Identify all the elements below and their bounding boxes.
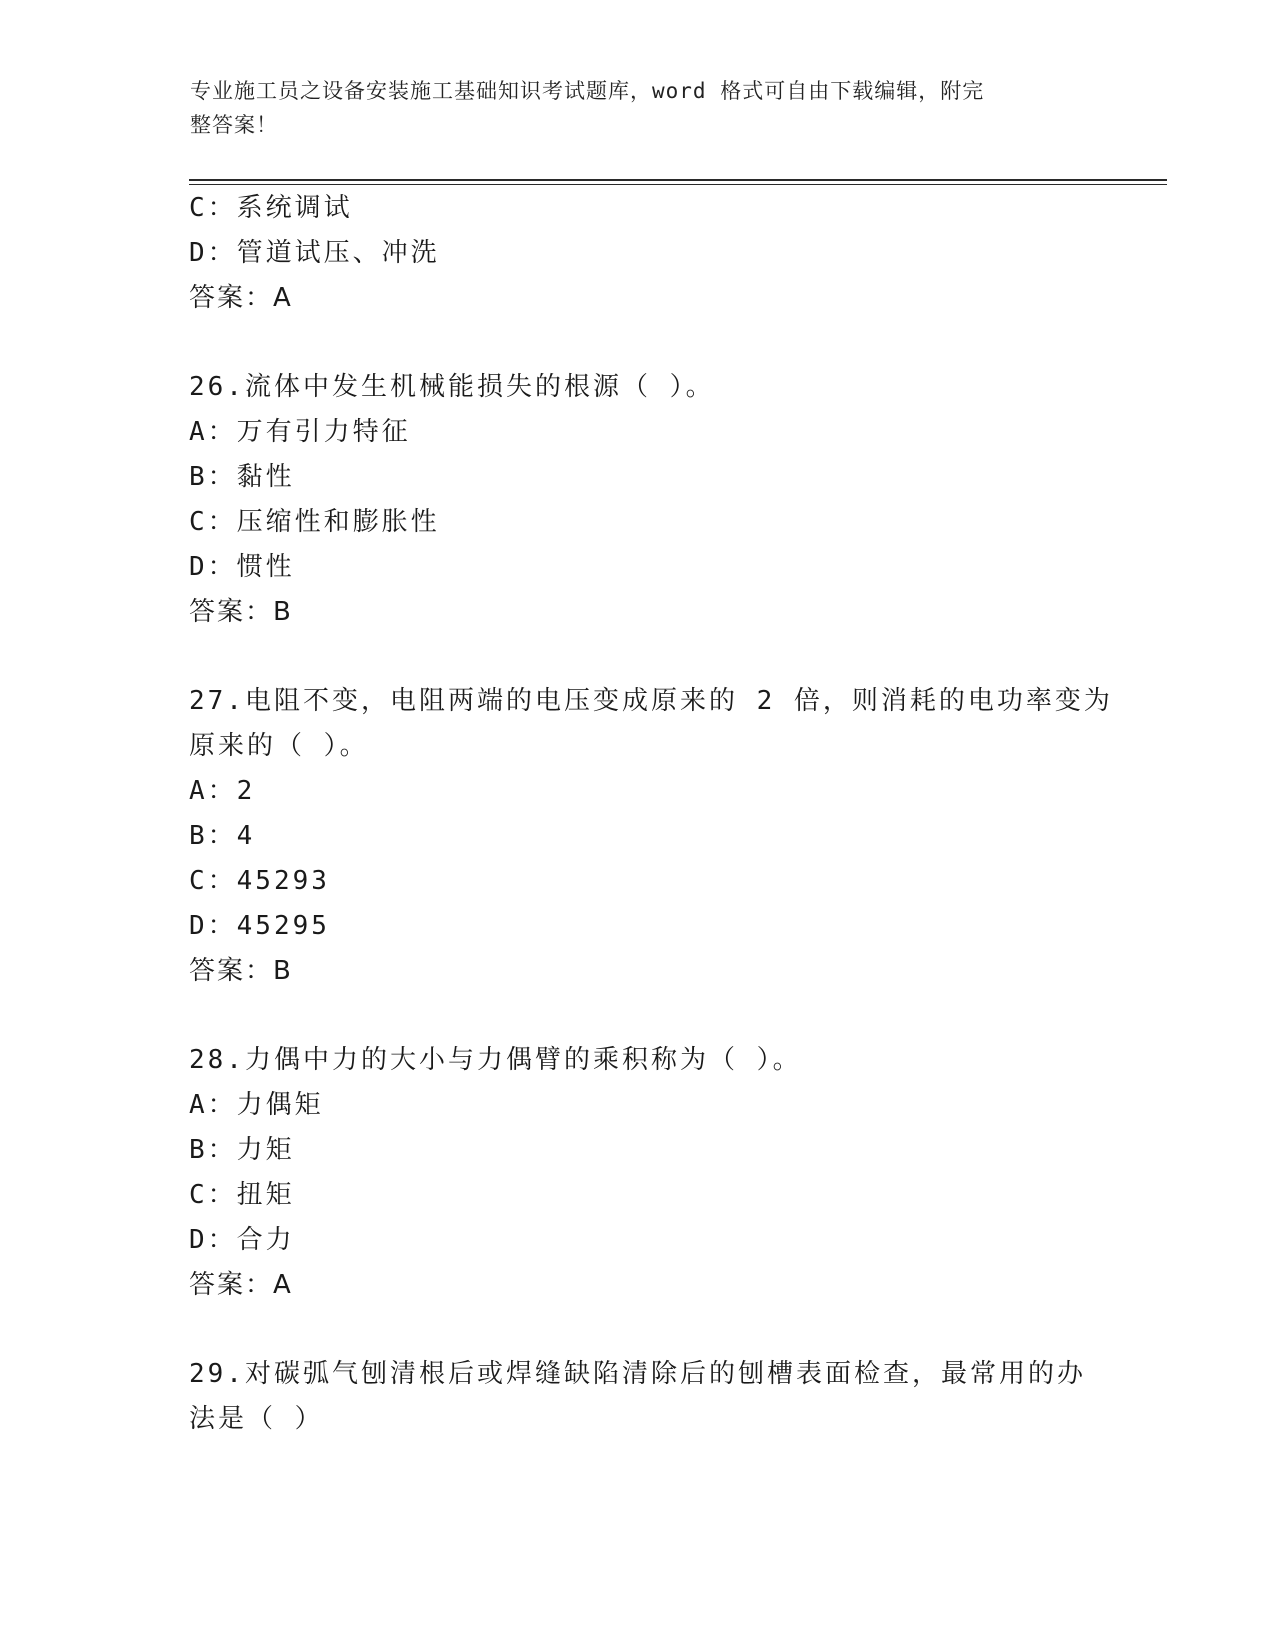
header-line-2: 整答案！ [190,113,278,137]
option-d: D：管道试压、冲洗 [189,238,440,268]
option-c: C：45293 [189,866,330,896]
option-a: A：万有引力特征 [189,417,411,447]
question-stem-continued: 原来的（ ）。 [189,731,369,761]
header-divider-thick [189,179,1167,181]
answer-line: 答案：A [189,283,293,313]
question-stem-continued: 法是（ ） [189,1404,324,1434]
question-stem: 28.力偶中力的大小与力偶臂的乘积称为（ ）。 [189,1045,802,1075]
option-d: D：45295 [189,911,330,941]
option-c: C：压缩性和膨胀性 [189,507,440,537]
option-b: B：黏性 [189,462,295,492]
header-divider-thin [189,184,1167,185]
question-stem: 27.电阻不变，电阻两端的电压变成原来的 2 倍，则消耗的电功率变为 [189,686,1113,716]
answer-line: 答案：A [189,1270,293,1300]
document-header [190,74,1070,142]
header-line-1: 专业施工员之设备安装施工基础知识考试题库，word 格式可自由下载编辑，附完 [190,79,985,103]
option-c: C：系统调试 [189,193,353,223]
question-stem: 26.流体中发生机械能损失的根源（ ）。 [189,372,715,402]
option-d: D：惯性 [189,552,295,582]
option-b: B：4 [189,821,256,851]
option-a: A：力偶矩 [189,1090,324,1120]
option-a: A：2 [189,776,256,806]
option-d: D：合力 [189,1225,295,1255]
answer-line: 答案：B [189,597,293,627]
answer-line: 答案：B [189,956,293,986]
option-c: C：扭矩 [189,1180,295,1210]
question-stem: 29.对碳弧气刨清根后或焊缝缺陷清除后的刨槽表面检查，最常用的办 [189,1359,1086,1389]
option-b: B：力矩 [189,1135,295,1165]
